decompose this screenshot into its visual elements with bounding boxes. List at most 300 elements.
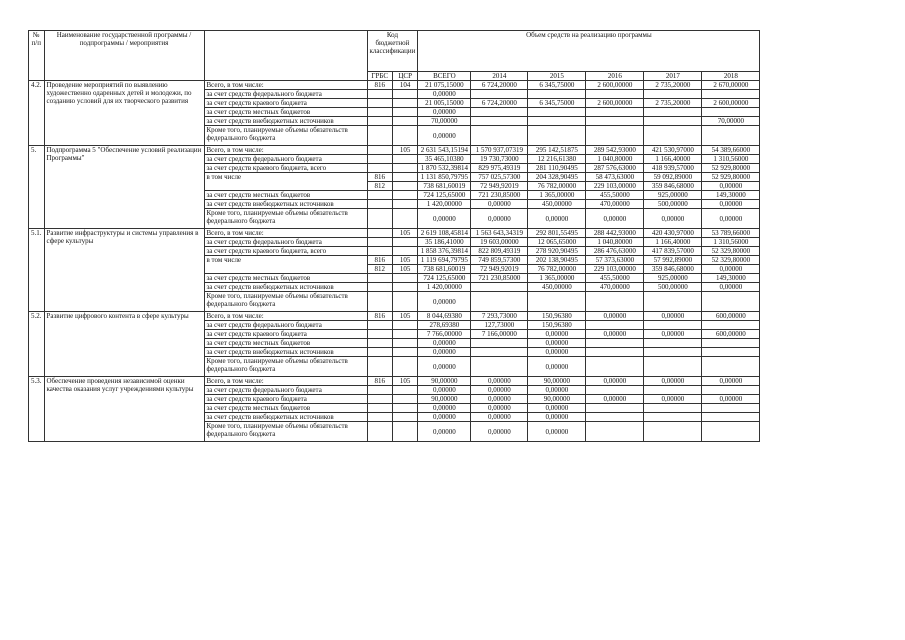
section-name: Развитие инфраструктуры и системы управления в сфере культуры [44,229,204,312]
header-grbs: ГРБС [367,72,392,81]
csr-code [392,386,417,395]
amount-2017 [644,339,702,348]
funding-source: за счет средств федерального бюджета [204,238,367,247]
amount-total: 0,00000 [418,386,471,395]
amount-2015: 90,00000 [528,395,586,404]
amount-total: 2 619 108,45814 [418,229,471,238]
amount-total: 738 681,60019 [418,265,471,274]
amount-2015 [528,117,586,126]
amount-2016: 58 473,63000 [586,173,644,182]
amount-2018 [702,321,760,330]
amount-total: 35 465,10380 [418,155,471,164]
amount-2017: 925,00000 [644,274,702,283]
csr-code [392,99,417,108]
amount-2014 [471,117,528,126]
grbs-code [367,209,392,229]
amount-2014: 127,73000 [471,321,528,330]
table-row [29,229,760,238]
amount-2015: 450,00000 [528,283,586,292]
amount-2016: 0,00000 [586,312,644,321]
amount-2017 [644,117,702,126]
grbs-code [367,395,392,404]
amount-2016: 0,00000 [586,377,644,386]
header-volume: Объем средств на реализацию программы [418,31,760,72]
amount-total: 278,69380 [418,321,471,330]
amount-2017: 500,00000 [644,200,702,209]
amount-2018 [702,90,760,99]
amount-2014 [471,348,528,357]
amount-2015: 0,00000 [528,386,586,395]
funding-source: за счет средств местных бюджетов [204,274,367,283]
amount-2015 [528,126,586,146]
amount-2016 [586,348,644,357]
amount-total: 0,00000 [418,126,471,146]
grbs-code [367,330,392,339]
funding-source: Всего, в том числе: [204,146,367,155]
funding-source: за счет средств внебюджетных источников [204,413,367,422]
amount-2014: 1 570 937,07319 [471,146,528,155]
amount-2014: 757 025,57300 [471,173,528,182]
amount-2018 [702,126,760,146]
amount-2014: 7 293,73000 [471,312,528,321]
amount-2014: 822 809,49319 [471,247,528,256]
header-year-2017: 2017 [644,72,702,81]
budget-table [28,30,760,442]
grbs-code [367,422,392,442]
csr-code [392,247,417,256]
funding-source: Кроме того, планируемые объемы обязательств федерального бюджета [204,126,367,146]
amount-2016: 0,00000 [586,395,644,404]
amount-2017: 1 166,40000 [644,155,702,164]
amount-2017: 0,00000 [644,395,702,404]
amount-2017: 420 430,97000 [644,229,702,238]
amount-2014: 0,00000 [471,386,528,395]
amount-2015: 12 065,65000 [528,238,586,247]
funding-source: Кроме того, планируемые объемы обязательств федерального бюджета [204,422,367,442]
header-year-total: ВСЕГО [418,72,471,81]
grbs-code [367,238,392,247]
grbs-code [367,321,392,330]
amount-2016: 57 373,63000 [586,256,644,265]
amount-2015: 1 365,00000 [528,191,586,200]
funding-source: за счет средств местных бюджетов [204,404,367,413]
amount-2018 [702,386,760,395]
table-row [29,81,760,90]
amount-2014: 0,00000 [471,413,528,422]
amount-2014: 0,00000 [471,395,528,404]
amount-total: 1 131 850,79795 [418,173,471,182]
amount-2018: 0,00000 [702,209,760,229]
amount-2015: 12 216,61380 [528,155,586,164]
csr-code: 104 [392,81,417,90]
amount-2018 [702,348,760,357]
amount-total: 0,00000 [418,90,471,99]
amount-2018 [702,404,760,413]
amount-total: 0,00000 [418,422,471,442]
funding-source: за счет средств краевого бюджета, всего [204,164,367,173]
amount-2014: 72 949,92019 [471,265,528,274]
csr-code: 105 [392,265,417,274]
funding-source: за счет средств местных бюджетов [204,339,367,348]
grbs-code [367,99,392,108]
amount-total: 0,00000 [418,339,471,348]
amount-total: 1 858 376,39814 [418,247,471,256]
amount-2017: 2 735,20000 [644,99,702,108]
amount-2017: 421 530,97000 [644,146,702,155]
amount-2014 [471,357,528,377]
grbs-code [367,348,392,357]
funding-source: Всего, в том числе: [204,312,367,321]
funding-source: за счет средств краевого бюджета [204,99,367,108]
header-year-2018: 2018 [702,72,760,81]
amount-2014 [471,292,528,312]
grbs-code: 816 [367,312,392,321]
amount-total: 21 075,15000 [418,81,471,90]
amount-2018 [702,413,760,422]
header-csr: ЦСР [392,72,417,81]
funding-source: Кроме того, планируемые объемы обязательств федерального бюджета [204,357,367,377]
header-year-2014: 2014 [471,72,528,81]
amount-2015: 0,00000 [528,209,586,229]
amount-2014: 0,00000 [471,404,528,413]
funding-source: за счет средств федерального бюджета [204,321,367,330]
amount-2018: 0,00000 [702,377,760,386]
amount-2017: 925,00000 [644,191,702,200]
amount-2017 [644,126,702,146]
amount-2015: 90,00000 [528,377,586,386]
amount-2016 [586,413,644,422]
amount-2014: 829 975,49319 [471,164,528,173]
table-row [29,146,760,155]
section-number: 5. [29,146,45,229]
funding-source: Всего, в том числе: [204,377,367,386]
amount-2016: 286 476,63000 [586,247,644,256]
amount-2015 [528,292,586,312]
grbs-code [367,90,392,99]
amount-2016: 2 600,00000 [586,99,644,108]
csr-code: 105 [392,377,417,386]
funding-source: Всего, в том числе: [204,229,367,238]
amount-2016: 455,50000 [586,274,644,283]
amount-2018: 2 600,00000 [702,99,760,108]
amount-2016 [586,404,644,413]
amount-2017 [644,422,702,442]
amount-2015: 0,00000 [528,339,586,348]
header-num: № п/п [29,31,45,81]
amount-2016: 288 442,93000 [586,229,644,238]
funding-source: за счет средств краевого бюджета [204,395,367,404]
grbs-code: 812 [367,265,392,274]
grbs-code [367,357,392,377]
amount-total: 1 420,00000 [418,200,471,209]
grbs-code [367,117,392,126]
amount-2017 [644,348,702,357]
csr-code [392,321,417,330]
funding-source: за счет средств внебюджетных источников [204,117,367,126]
amount-2016: 1 040,80000 [586,238,644,247]
amount-2018: 52 929,80000 [702,164,760,173]
csr-code: 105 [392,256,417,265]
amount-total: 738 681,60019 [418,182,471,191]
amount-2018: 0,00000 [702,395,760,404]
amount-2015: 6 345,75000 [528,99,586,108]
funding-source: за счет средств краевого бюджета [204,330,367,339]
amount-total: 8 044,69380 [418,312,471,321]
grbs-code [367,126,392,146]
amount-2015 [528,90,586,99]
amount-2015: 292 801,55495 [528,229,586,238]
amount-2016: 2 600,00000 [586,81,644,90]
amount-2016: 229 103,00000 [586,182,644,191]
amount-2016 [586,117,644,126]
amount-total: 724 125,65000 [418,191,471,200]
csr-code [392,126,417,146]
amount-2016: 0,00000 [586,209,644,229]
amount-2016 [586,386,644,395]
amount-2017: 500,00000 [644,283,702,292]
amount-2017 [644,108,702,117]
section-name: Обеспечение проведения независимой оценки качества оказания услуг учреждениями культуры [44,377,204,442]
csr-code [392,191,417,200]
amount-2018 [702,357,760,377]
amount-total: 724 125,65000 [418,274,471,283]
amount-2018: 70,00000 [702,117,760,126]
amount-2016 [586,339,644,348]
table-row [29,312,760,321]
amount-2017 [644,292,702,312]
grbs-code: 812 [367,182,392,191]
amount-2015: 76 782,00000 [528,265,586,274]
csr-code [392,117,417,126]
csr-code: 105 [392,312,417,321]
csr-code [392,108,417,117]
amount-total: 0,00000 [418,108,471,117]
amount-2016 [586,292,644,312]
grbs-code [367,274,392,283]
amount-2016: 289 542,93000 [586,146,644,155]
amount-2015: 0,00000 [528,330,586,339]
amount-total: 1 420,00000 [418,283,471,292]
amount-total: 1 119 694,79795 [418,256,471,265]
amount-2015: 450,00000 [528,200,586,209]
amount-2014 [471,126,528,146]
amount-total: 70,00000 [418,117,471,126]
amount-2017: 0,00000 [644,377,702,386]
amount-2015: 6 345,75000 [528,81,586,90]
csr-code [392,209,417,229]
amount-2014: 721 230,85000 [471,191,528,200]
amount-2014: 7 166,00000 [471,330,528,339]
csr-code [392,339,417,348]
amount-2015 [528,108,586,117]
amount-2014: 1 563 643,34319 [471,229,528,238]
amount-2018: 2 670,00000 [702,81,760,90]
amount-2014: 0,00000 [471,377,528,386]
amount-2014 [471,339,528,348]
grbs-code [367,191,392,200]
amount-2017 [644,386,702,395]
header-code: Код бюджетной классификации [367,31,418,72]
csr-code [392,330,417,339]
amount-2017: 59 092,89000 [644,173,702,182]
amount-2015: 202 138,90495 [528,256,586,265]
grbs-code [367,108,392,117]
amount-2015: 76 782,00000 [528,182,586,191]
grbs-code [367,292,392,312]
grbs-code [367,146,392,155]
amount-2017 [644,90,702,99]
amount-2014: 19 603,00000 [471,238,528,247]
amount-2018: 0,00000 [702,200,760,209]
grbs-code [367,386,392,395]
amount-2015: 0,00000 [528,413,586,422]
grbs-code [367,413,392,422]
amount-2016 [586,321,644,330]
amount-2014: 0,00000 [471,209,528,229]
amount-2016: 0,00000 [586,330,644,339]
csr-code [392,173,417,182]
amount-2017: 0,00000 [644,209,702,229]
funding-source: в том числе [204,173,367,191]
amount-2016 [586,108,644,117]
amount-2017: 359 846,68000 [644,265,702,274]
amount-2016: 470,00000 [586,200,644,209]
amount-total: 0,00000 [418,357,471,377]
funding-source: за счет средств внебюджетных источников [204,200,367,209]
table-row [29,377,760,386]
amount-2018 [702,108,760,117]
amount-total: 90,00000 [418,377,471,386]
csr-code [392,292,417,312]
amount-2014: 19 730,73000 [471,155,528,164]
csr-code [392,238,417,247]
amount-2018: 600,00000 [702,330,760,339]
funding-source: за счет средств местных бюджетов [204,191,367,200]
amount-2014: 721 230,85000 [471,274,528,283]
amount-2015: 1 365,00000 [528,274,586,283]
csr-code [392,182,417,191]
section-number: 5.2. [29,312,45,377]
funding-source: за счет средств федерального бюджета [204,155,367,164]
amount-total: 0,00000 [418,348,471,357]
header-year-2016: 2016 [586,72,644,81]
amount-2015: 278 920,90495 [528,247,586,256]
amount-2016: 455,50000 [586,191,644,200]
csr-code [392,164,417,173]
amount-2018: 52 329,80000 [702,247,760,256]
header-year-2015: 2015 [528,72,586,81]
amount-total: 0,00000 [418,404,471,413]
amount-2018: 0,00000 [702,182,760,191]
amount-2014: 0,00000 [471,422,528,442]
csr-code [392,283,417,292]
section-number: 4.2. [29,81,45,146]
csr-code [392,357,417,377]
amount-2018: 600,00000 [702,312,760,321]
amount-2017: 417 839,57000 [644,247,702,256]
amount-total: 1 870 532,39814 [418,164,471,173]
amount-2015: 150,96380 [528,312,586,321]
csr-code [392,200,417,209]
amount-2018: 0,00000 [702,283,760,292]
grbs-code [367,155,392,164]
amount-2018: 52 929,80000 [702,173,760,182]
funding-source: за счет средств местных бюджетов [204,108,367,117]
amount-total: 35 186,41000 [418,238,471,247]
amount-2018: 53 789,66000 [702,229,760,238]
section-name: Подпрограмма 5 "Обеспечение условий реализации Программы" [44,146,204,229]
funding-source: за счет средств краевого бюджета, всего [204,247,367,256]
csr-code [392,274,417,283]
amount-2018: 54 389,66000 [702,146,760,155]
csr-code [392,422,417,442]
amount-total: 0,00000 [418,209,471,229]
amount-2017: 1 166,40000 [644,238,702,247]
amount-2014: 749 859,57300 [471,256,528,265]
amount-2016: 229 103,00000 [586,265,644,274]
amount-total: 0,00000 [418,292,471,312]
section-number: 5.3. [29,377,45,442]
amount-2018: 52 329,80000 [702,256,760,265]
amount-2017 [644,357,702,377]
csr-code [392,90,417,99]
csr-code [392,404,417,413]
grbs-code [367,229,392,238]
section-number: 5.1. [29,229,45,312]
amount-2014 [471,283,528,292]
amount-2015: 204 328,90495 [528,173,586,182]
csr-code: 105 [392,146,417,155]
amount-2015: 295 142,51875 [528,146,586,155]
section-name: Развитие цифрового контента в сфере культуры [44,312,204,377]
funding-source: в том числе [204,256,367,274]
amount-2016 [586,126,644,146]
amount-2014 [471,108,528,117]
amount-total: 90,00000 [418,395,471,404]
amount-2018: 0,00000 [702,265,760,274]
header-blank [204,31,367,81]
amount-total: 7 766,00000 [418,330,471,339]
amount-2017: 0,00000 [644,330,702,339]
csr-code [392,155,417,164]
amount-2014: 6 724,20000 [471,99,528,108]
amount-2016: 470,00000 [586,283,644,292]
amount-2016 [586,90,644,99]
amount-2014: 0,00000 [471,200,528,209]
amount-2015: 0,00000 [528,357,586,377]
funding-source: Всего, в том числе: [204,81,367,90]
grbs-code [367,164,392,173]
amount-2017: 57 992,89000 [644,256,702,265]
amount-2018 [702,339,760,348]
grbs-code [367,404,392,413]
amount-2018: 149,30000 [702,274,760,283]
amount-2014: 72 949,92019 [471,182,528,191]
amount-2015: 0,00000 [528,422,586,442]
amount-2014: 6 724,20000 [471,81,528,90]
funding-source: Кроме того, планируемые объемы обязательств федерального бюджета [204,292,367,312]
grbs-code: 816 [367,377,392,386]
amount-total: 2 631 543,15194 [418,146,471,155]
header-name: Наименование государственной программы / подпрограммы / мероприятия [44,31,204,81]
csr-code [392,395,417,404]
amount-2018 [702,422,760,442]
funding-source: Кроме того, планируемые объемы обязательств федерального бюджета [204,209,367,229]
csr-code [392,348,417,357]
amount-2018: 1 310,56000 [702,155,760,164]
amount-2015: 281 110,90495 [528,164,586,173]
grbs-code: 816 [367,173,392,182]
